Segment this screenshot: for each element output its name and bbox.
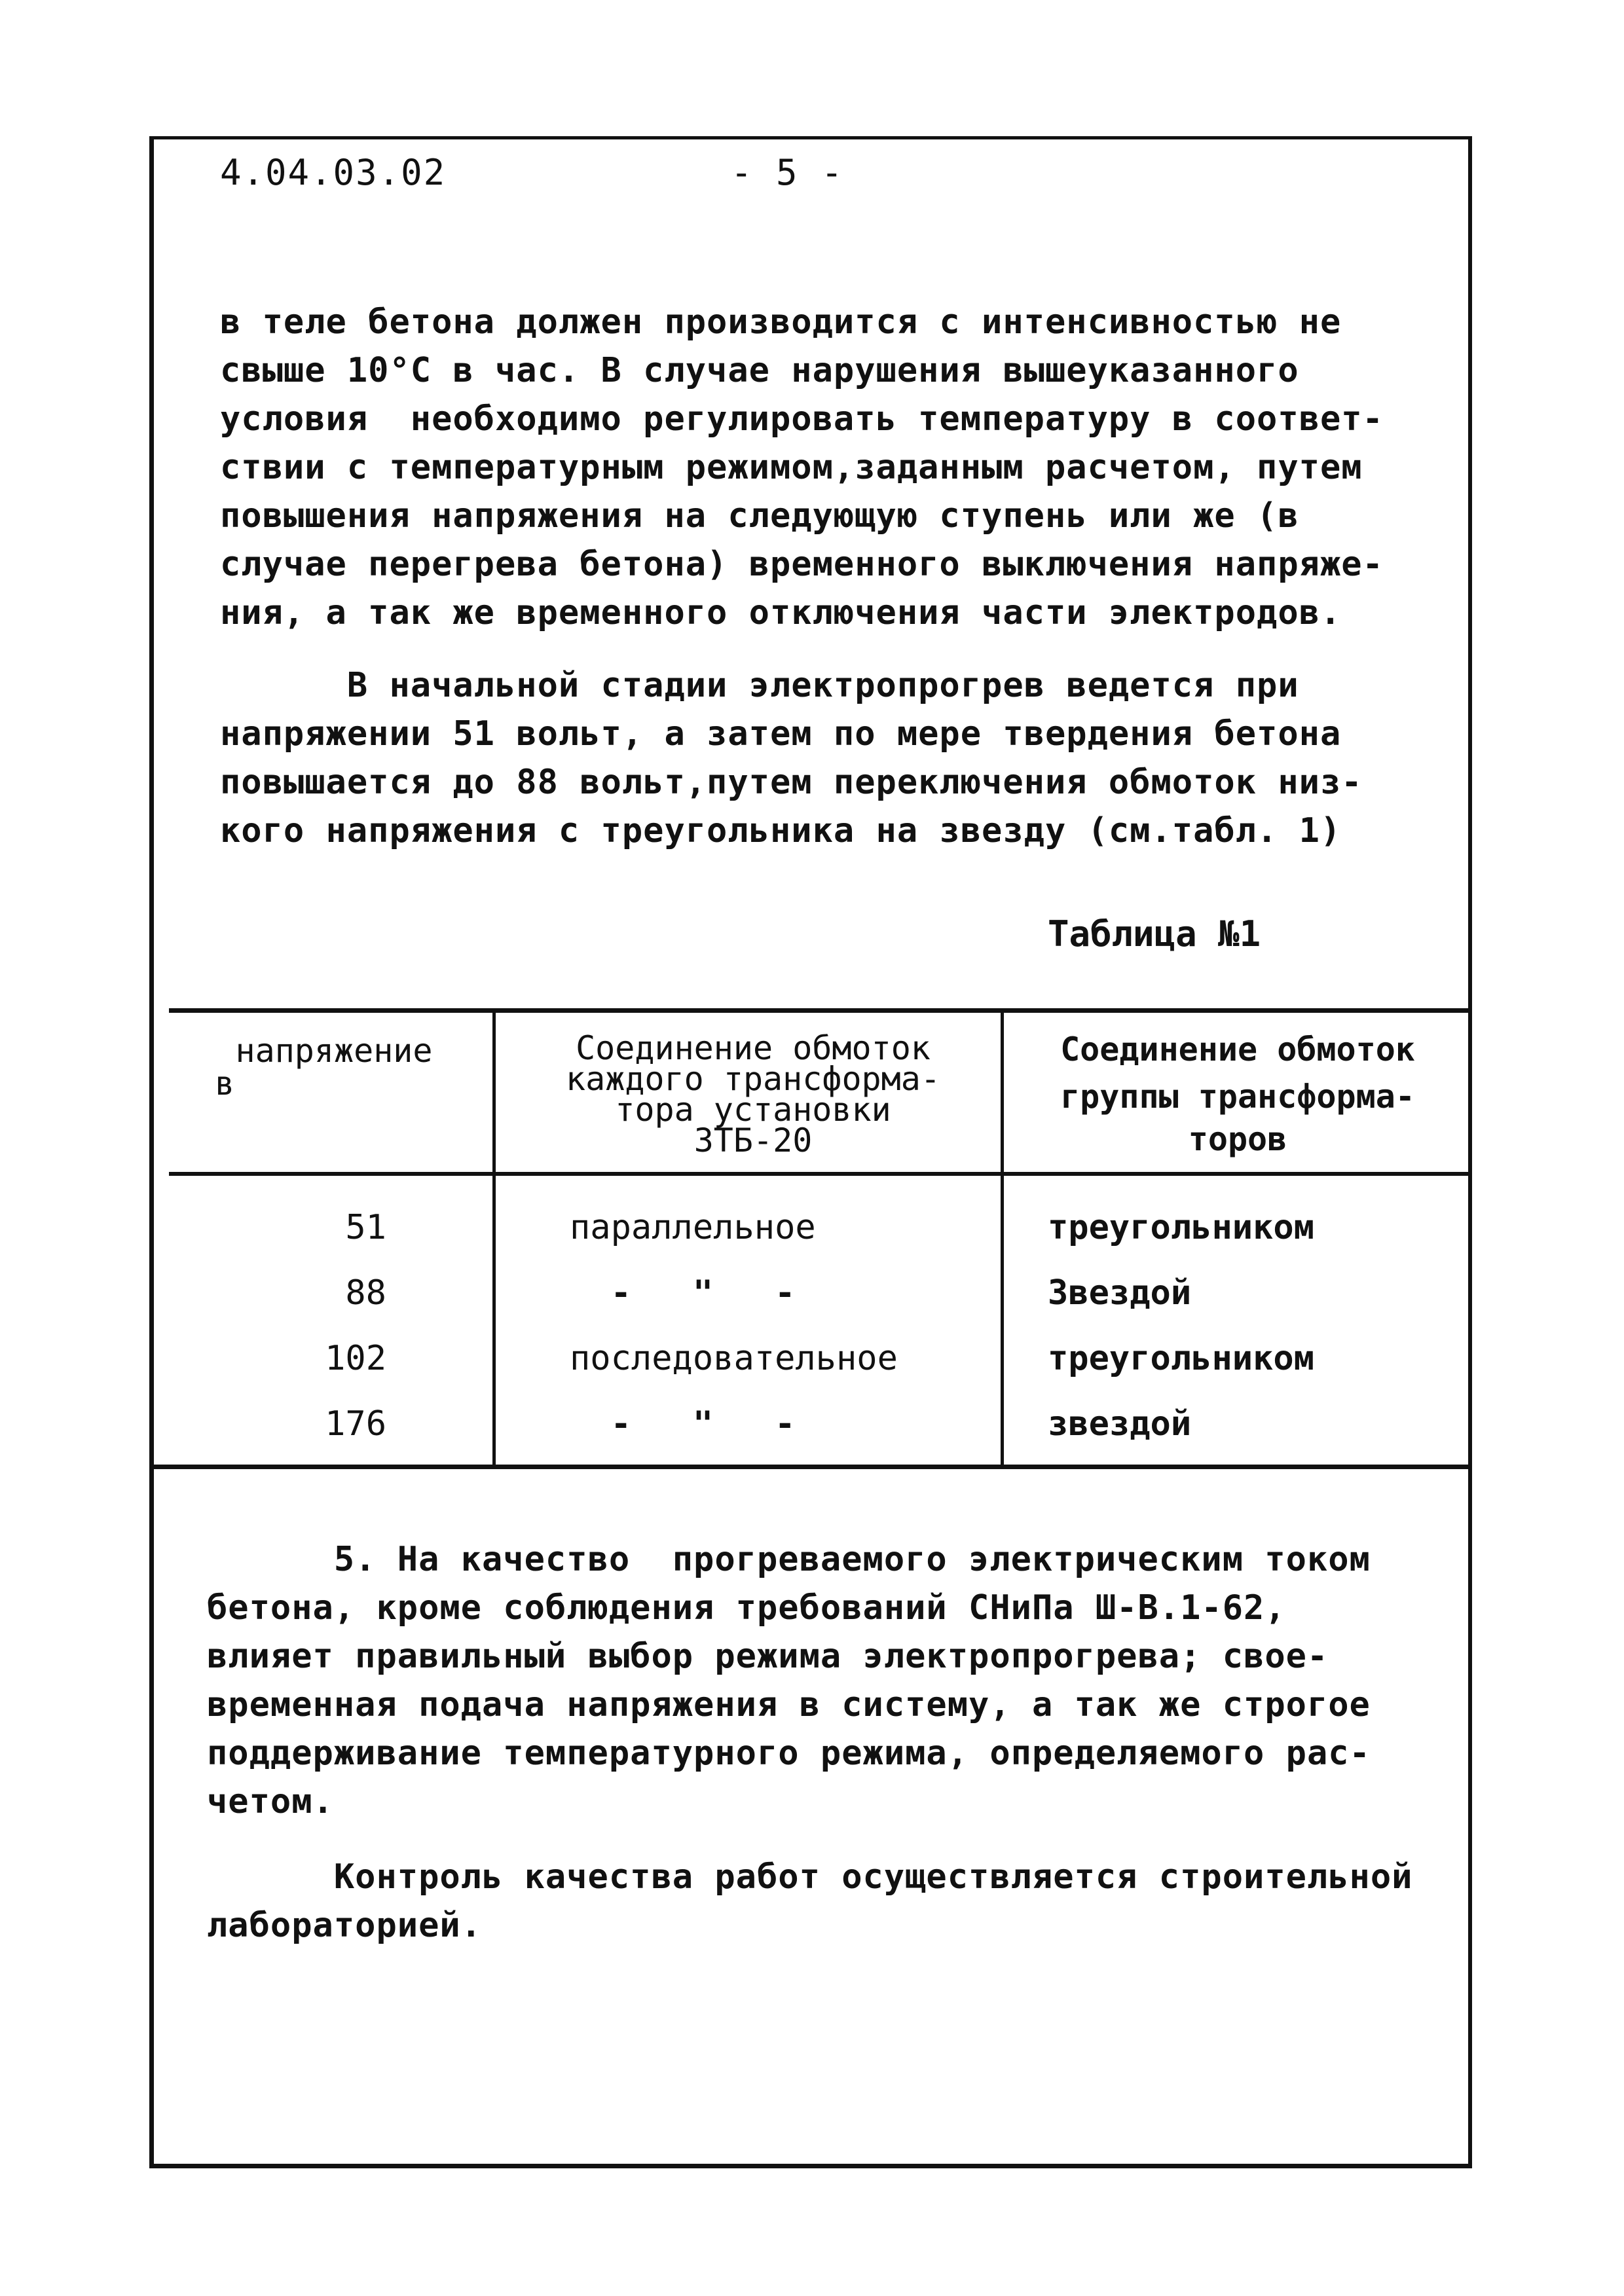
text-line: в теле бетона должен производится с интенсивностью не xyxy=(220,302,1342,342)
text-line: напряжении 51 вольт, а затем по мере твердения бетона xyxy=(220,714,1342,754)
document-code: 4.04.03.02 xyxy=(220,152,447,193)
table-cell-voltage: 176 xyxy=(325,1404,386,1444)
paragraph-3 xyxy=(207,1535,1412,1826)
table-cell-group: треугольником xyxy=(1048,1208,1314,1247)
header-line: напряжение xyxy=(235,1032,433,1070)
text-line: случае перегрева бетона) временного выключения напряже- xyxy=(220,545,1384,584)
header-line: торов xyxy=(1188,1120,1287,1158)
text-line: ния, а так же временного отключения части электродов. xyxy=(220,593,1342,632)
header-line: группы трансформа- xyxy=(1060,1078,1415,1116)
table-top-rule xyxy=(169,1008,1472,1013)
table-bottom-rule xyxy=(149,1465,1472,1469)
table-header-rule xyxy=(169,1172,1472,1176)
table-cell-group: треугольником xyxy=(1048,1339,1314,1378)
table-cell-voltage: 102 xyxy=(325,1339,386,1378)
table-cell-voltage: 88 xyxy=(345,1273,386,1313)
paragraph-1 xyxy=(220,298,1425,637)
header-line: Соединение обмоток xyxy=(576,1029,931,1067)
table-cell-transformer: последовательное xyxy=(570,1339,898,1378)
text-line: четом. xyxy=(207,1782,334,1821)
text-line: влияет правильный выбор режима электропрогрева; свое- xyxy=(207,1637,1329,1676)
table-cell-transformer: - " - xyxy=(570,1273,796,1313)
column-divider xyxy=(1001,1008,1004,1467)
text-line: бетона, кроме соблюдения требований СНиПа Ш-В.1-62, xyxy=(207,1588,1286,1628)
table-cell-transformer: параллельное xyxy=(570,1208,816,1247)
text-line: лабораторией. xyxy=(207,1906,482,1945)
column-header-transformer xyxy=(524,1029,982,1159)
table-cell-group: Звездой xyxy=(1048,1273,1192,1313)
column-header-voltage xyxy=(196,1034,471,1100)
header-line: ЗТБ-20 xyxy=(693,1121,813,1159)
column-header-group xyxy=(1012,1030,1464,1159)
table-cell-voltage: 51 xyxy=(345,1208,386,1247)
text-line: повышения напряжения на следующую ступень или же (в xyxy=(220,496,1299,536)
text-line: свыше 10°С в час. В случае нарушения вышеуказанного xyxy=(220,351,1299,390)
header-line: тора установки xyxy=(615,1091,891,1129)
table-cell-group: звездой xyxy=(1048,1404,1192,1444)
table-cell-transformer: - " - xyxy=(570,1404,796,1444)
text-line: временная подача напряжения в систему, а так же строгое xyxy=(207,1685,1371,1724)
header-line: в xyxy=(215,1065,235,1102)
header-line: каждого трансформа- xyxy=(566,1060,940,1098)
text-line: ствии с температурным режимом,заданным расчетом, путем xyxy=(220,448,1363,487)
header-line: Соединение обмоток xyxy=(1060,1030,1415,1068)
text-line: кого напряжения с треугольника на звезду (см.табл. 1) xyxy=(220,811,1342,850)
paragraph-4 xyxy=(207,1853,1412,1950)
text-line: повышается до 88 вольт,путем переключения обмоток низ- xyxy=(220,763,1363,802)
text-line: поддерживание температурного режима, определяемого рас- xyxy=(207,1734,1371,1773)
text-line: Контроль качества работ осуществляется строительной xyxy=(207,1857,1413,1897)
text-line: В начальной стадии электропрогрев ведется при xyxy=(220,666,1299,705)
column-divider xyxy=(492,1008,496,1467)
text-line: 5. На качество прогреваемого электрическим током xyxy=(207,1540,1371,1579)
page-number: - 5 - xyxy=(731,152,844,193)
text-line: условия необходимо регулировать температуру в соответ- xyxy=(220,399,1384,439)
table-caption: Таблица №1 xyxy=(1048,913,1261,955)
paragraph-2 xyxy=(220,661,1425,855)
